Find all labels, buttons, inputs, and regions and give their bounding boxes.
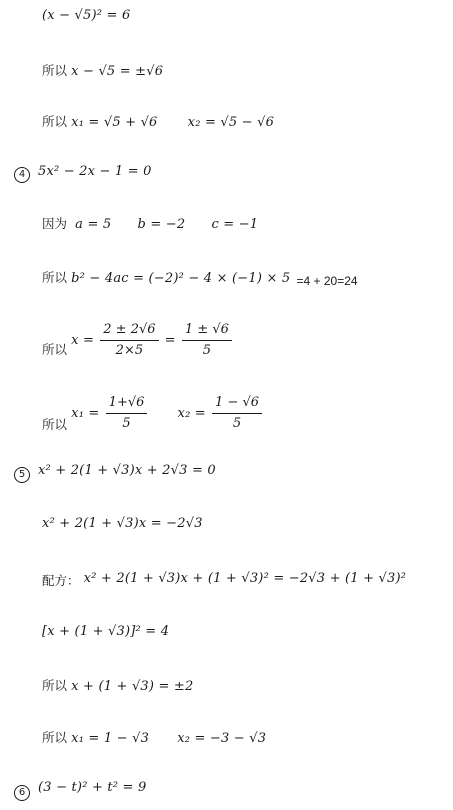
x-equals: x = (71, 333, 95, 348)
numerator: 1 ± √6 (182, 321, 232, 341)
complete-square-label: 配方： (42, 573, 80, 588)
therefore-label: 所以 (42, 678, 68, 693)
equation-line (42, 624, 169, 640)
equation: x + (1 + √3) = ±2 (71, 679, 194, 694)
equation-line (42, 270, 358, 287)
problem-number-4: 4 (14, 167, 30, 183)
equation-line (42, 321, 234, 360)
fraction (100, 321, 158, 360)
root-x2: x₂ = −3 − √3 (177, 731, 267, 746)
root-x1: x₁ = 1 − √3 (71, 731, 150, 746)
equation: x² + 2(1 + √3)x + (1 + √3)² = −2√3 + (1 + √3)² (83, 571, 407, 586)
equation: x² + 2(1 + √3)x = −2√3 (42, 516, 203, 531)
root-x2: x₂ = √5 − √6 (187, 115, 275, 130)
therefore-label: 所以 (42, 417, 68, 432)
problem-number-6: 6 (14, 785, 30, 801)
denominator: 5 (202, 343, 212, 358)
problem-number-5: 5 (14, 467, 30, 483)
root-x1: x₁ = √5 + √6 (71, 115, 158, 130)
coefficient-c: c = −1 (211, 217, 259, 232)
because-label: 因为 (42, 216, 68, 231)
therefore-label: 所以 (42, 114, 68, 129)
equation-line (38, 780, 146, 796)
therefore-label: 所以 (42, 63, 68, 78)
equation: 5x² − 2x − 1 = 0 (38, 164, 152, 179)
fraction (212, 394, 262, 433)
root-x1-label: x₁ = (71, 406, 100, 421)
equation-line (42, 730, 266, 747)
equation-line (42, 394, 264, 433)
denominator: 2×5 (115, 343, 144, 358)
therefore-label: 所以 (42, 342, 68, 357)
equation-line (38, 164, 152, 180)
denominator: 5 (232, 416, 242, 431)
equation-line (42, 8, 130, 24)
equation-line (42, 216, 258, 233)
fraction (106, 394, 148, 433)
equation: (3 − t)² + t² = 9 (38, 780, 147, 795)
equation-line (42, 516, 203, 532)
root-x2-label: x₂ = (177, 406, 206, 421)
equation-line (42, 678, 194, 695)
equals-sign: = (164, 333, 176, 348)
equation-line (42, 114, 274, 131)
equation-line (38, 463, 216, 479)
coefficient-b: b = −2 (137, 217, 186, 232)
equation: x − √5 = ±√6 (71, 64, 164, 79)
numerator: 1 − √6 (212, 394, 262, 414)
denominator: 5 (122, 416, 131, 431)
therefore-label: 所以 (42, 270, 68, 285)
numerator: 2 ± 2√6 (100, 321, 158, 341)
equation-line (42, 570, 406, 587)
discriminant-expression: b² − 4ac = (−2)² − 4 × (−1) × 5 (71, 271, 291, 286)
fraction (182, 321, 232, 360)
equation-line (42, 63, 163, 80)
discriminant-result: =4 + 20=24 (296, 274, 358, 288)
therefore-label: 所以 (42, 730, 68, 745)
equation: (x − √5)² = 6 (42, 8, 131, 23)
coefficient-a: a = 5 (75, 217, 112, 232)
equation: x² + 2(1 + √3)x + 2√3 = 0 (38, 463, 216, 478)
equation: [x + (1 + √3)]² = 4 (42, 624, 170, 639)
numerator: 1+√6 (106, 394, 148, 414)
